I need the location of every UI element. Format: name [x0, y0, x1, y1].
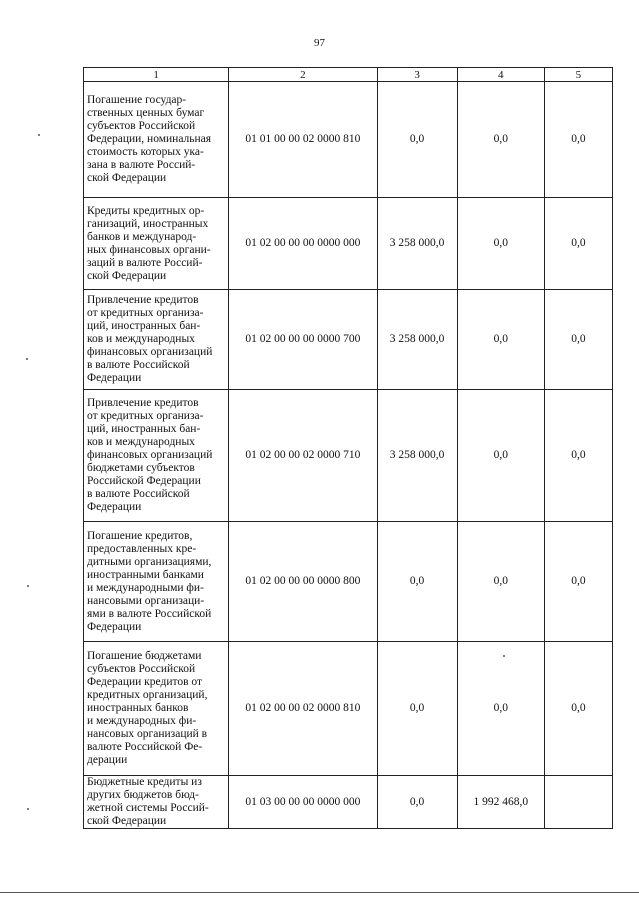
row-name-cell — [84, 390, 229, 522]
column-3-value-cell: 0,0 — [377, 82, 457, 198]
budget-code-cell: 01 02 00 00 00 0000 000 — [229, 198, 377, 290]
row-name-cell — [84, 82, 229, 198]
row-name-line: Погашение государ- — [87, 94, 187, 106]
column-4-value-cell: 0,0 — [457, 82, 544, 198]
column-number-2: 2 — [229, 68, 377, 82]
row-name-line: стоимость которых ука- — [87, 146, 204, 158]
row-name-line: в валюте Российской — [87, 488, 190, 500]
row-name-line: Кредиты кредитных ор- — [87, 204, 205, 217]
row-name-line: финансовых организаций — [87, 346, 213, 358]
row-name-line: Федерации кредитов от — [87, 676, 203, 688]
page-bottom-rule — [0, 892, 639, 893]
row-name-line: ской Федерации — [87, 815, 167, 827]
row-name-line: субъектов Российской — [87, 120, 196, 132]
column-5-value-cell — [544, 776, 612, 829]
budget-code-cell: 01 02 00 00 02 0000 710 — [229, 390, 377, 522]
row-name-line: ганизаций, иностранных — [87, 217, 209, 230]
column-4-value-cell: 0,0 — [457, 642, 544, 776]
column-5-value-cell: 0,0 — [544, 198, 612, 290]
row-name-cell — [84, 776, 229, 829]
row-name-line: ций, иностранных бан- — [87, 423, 201, 435]
column-5-value-cell: 0,0 — [544, 290, 612, 390]
row-name-line: других бюджетов бюд- — [87, 789, 199, 801]
column-number-4: 4 — [457, 68, 544, 82]
column-4-value-cell: 0,0 — [457, 390, 544, 522]
row-name-line: Бюджетные кредиты из — [87, 776, 202, 788]
row-name-line: нансовых организаций в — [87, 728, 208, 740]
row-name-line: кредитных организаций, — [87, 689, 208, 701]
table-row — [84, 82, 613, 198]
row-name-line: Погашение бюджетами — [87, 650, 202, 662]
row-name-line: от кредитных организа- — [87, 410, 204, 422]
column-3-value-cell: 3 258 000,0 — [377, 290, 457, 390]
column-5-value-cell: 0,0 — [544, 642, 612, 776]
row-name-line: финансовых организаций — [87, 449, 213, 461]
scan-speck — [38, 134, 40, 136]
row-name-line: Погашение кредитов, — [87, 529, 193, 542]
scan-speck — [27, 808, 29, 810]
row-name-line: Российской Федерации — [87, 475, 201, 487]
scan-speck — [26, 358, 28, 360]
row-name-line: ных финансовых органи- — [87, 243, 211, 256]
budget-code-cell: 01 03 00 00 00 0000 000 — [229, 776, 377, 829]
column-5-value-cell: 0,0 — [544, 522, 612, 642]
row-name-line: ской Федерации — [87, 269, 167, 282]
budget-code-cell: 01 02 00 00 00 0000 800 — [229, 522, 377, 642]
row-name-line: иностранными банками — [87, 568, 204, 581]
row-name-cell — [84, 522, 229, 642]
row-name-line: ков и международных — [87, 436, 195, 448]
column-4-value-cell: 1 992 468,0 — [457, 776, 544, 829]
column-number-5: 5 — [544, 68, 612, 82]
row-name-line: и международными фи- — [87, 581, 204, 594]
row-name-line: банков и международ- — [87, 230, 197, 243]
row-name-line: субъектов Российской — [87, 663, 196, 675]
row-name-line: Федерации — [87, 501, 142, 513]
column-3-value-cell: 3 258 000,0 — [377, 198, 457, 290]
table-body — [84, 82, 613, 829]
column-3-value-cell: 0,0 — [377, 642, 457, 776]
column-number-3: 3 — [377, 68, 457, 82]
budget-code-cell: 01 01 00 00 02 0000 810 — [229, 82, 377, 198]
row-name-line: бюджетами субъектов — [87, 462, 195, 474]
row-name-line: в валюте Российской — [87, 359, 190, 371]
row-name-cell — [84, 198, 229, 290]
scan-speck — [27, 585, 29, 587]
row-name-line: дерации — [87, 754, 128, 766]
row-name-line: ской Федерации — [87, 172, 167, 184]
table-row — [84, 290, 613, 390]
row-name-cell — [84, 290, 229, 390]
column-3-value-cell: 0,0 — [377, 522, 457, 642]
row-name-line: Федерации — [87, 372, 142, 384]
column-number-1: 1 — [84, 68, 229, 82]
row-name-line: зана в валюте Россий- — [87, 159, 196, 171]
column-3-value-cell: 0,0 — [377, 776, 457, 829]
budget-code-cell: 01 02 00 00 02 0000 810 — [229, 642, 377, 776]
row-name-line: ков и международных — [87, 333, 195, 345]
table-row — [84, 390, 613, 522]
scan-speck — [503, 655, 505, 657]
row-name-line: и международных фи- — [87, 715, 197, 727]
row-name-line: нансовыми организаци- — [87, 594, 205, 607]
page-number: 97 — [314, 37, 325, 49]
column-3-value-cell: 3 258 000,0 — [377, 390, 457, 522]
row-name-line: Привлечение кредитов — [87, 294, 199, 306]
table-row — [84, 522, 613, 642]
column-4-value-cell: 0,0 — [457, 290, 544, 390]
budget-code-cell: 01 02 00 00 00 0000 700 — [229, 290, 377, 390]
row-name-line: заций в валюте Россий- — [87, 256, 203, 269]
table-row — [84, 642, 613, 776]
row-name-line: валюте Российской Фе- — [87, 741, 203, 753]
row-name-line: Федерации, номинальная — [87, 133, 212, 145]
row-name-line: жетной системы Россий- — [87, 802, 209, 814]
row-name-cell — [84, 642, 229, 776]
row-name-line: предоставленных кре- — [87, 542, 197, 555]
row-name-line: Федерации — [87, 620, 142, 633]
budget-sources-table — [83, 67, 613, 829]
column-5-value-cell: 0,0 — [544, 390, 612, 522]
row-name-line: ственных ценных бумаг — [87, 107, 205, 119]
column-5-value-cell: 0,0 — [544, 82, 612, 198]
column-4-value-cell: 0,0 — [457, 522, 544, 642]
table-row — [84, 198, 613, 290]
row-name-line: ями в валюте Российской — [87, 607, 212, 620]
column-4-value-cell: 0,0 — [457, 198, 544, 290]
table-row — [84, 776, 613, 829]
row-name-line: от кредитных организа- — [87, 307, 204, 319]
row-name-line: Привлечение кредитов — [87, 397, 199, 409]
row-name-line: иностранных банков — [87, 702, 189, 714]
row-name-line: ций, иностранных бан- — [87, 320, 201, 332]
column-number-row — [84, 68, 613, 82]
row-name-line: дитными организациями, — [87, 555, 212, 568]
